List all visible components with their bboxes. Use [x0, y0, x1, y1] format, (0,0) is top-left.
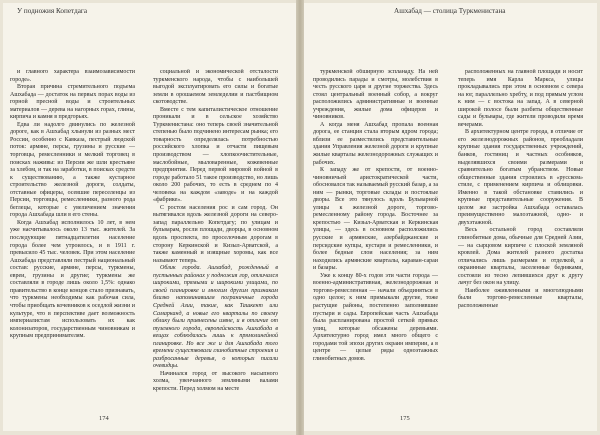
paragraph: Весь остальной город составляли глинобитные дома, обычные для Средней Азии, — на сырцовом кирпиче с плоской земляной кровлей. Дома жителей разного достатка отличались лишь размерами и отделкой, а окраинные кварталы, заселенные бедняками, состояли из тесно лепившихся друг к другу лачуг без окон на улицу.	[458, 227, 583, 287]
paragraph: расположенных на главной площади и носит теперь имя Карла Маркса, улицы прокладывались при этом в основном с севера на юг, параллельно хребту, и под прямым углом к ним — с востока на запад. А в северной широкой полосе были разбиты общественные сады и бульвары, где жители проводили время вечерами.	[458, 69, 583, 128]
paragraph: Едва ли надолго двинулись по железной дороге, как в Ашхабад хлынули из разных мест России, особенно с Кавказа, пестрый людской поток: армяне, персы, грузины и русские — торговцы, ремесленники и мелкий торговец в поисках наживы: из Персии же шли крестьяне за хлебом, и так на заработки, в поисках средств к существованию, а также кустарное строительство железной дороги, солдаты, отставные офицеры, осевшие переселенцы из Персии, торговцы, ремесленники, разного рода беглецы, которые с увеличением значения города Ашхабада шли в его стены.	[10, 121, 135, 219]
left-page-number: 174	[99, 415, 109, 422]
paragraph: Когда Ашхабад исполнилось 10 лет, в нем уже насчитывалось около 13 тыс. жителей. За последующие пятнадцатилетия население города более чем утроилось, и в 1911 г. превысило 45 тыс. человек. При этом население Ашхабада представляли пестрый национальный состав: русские, армяне, персы, туркмены, евреи, грузины и другие; туркмены же составляли в городе лишь около 1,5%: однако правительство в конце концов стало признавать, что туркмены необходимы как рабочая сила, чтобы приобщать кочевников к оседлой жизни и культуре, что в перспективе дает возможность империалистам использовать их как колонизаторов, государственным чиновникам и крупным предпринимателям.	[10, 219, 135, 340]
paragraph: социальной и экономической отсталости туркменского народа, чтобы с наибольшей выгодой эксплуатировать его силы и богатые земли в орошаемом земледелии и пастбищном скотоводстве.	[153, 69, 278, 106]
paragraph: Наиболее оживленными и многолюдными были торгово-ремесленные кварталы, расположенные	[458, 287, 583, 309]
paragraph: В архитектурном центре города, в отличие от его железнодорожных районов, преобладали крупные здания государственных учреждений, банков, гостиниц и частных особняков, выделявшихся своими размерами и сравнительно богатым убранством. Новые общественные здания строились в «русском» стиле, с применением кирпича и облицовки. Именно в такой обстановке ставились и крупные представительные сооружения. В целом же застройка Ашхабада оставалась преимущественно малоэтажной, одно- и двухэтажной.	[458, 129, 583, 226]
paragraph: С ростом населения рос и сам город. Он вытягивался вдоль железной дороги на северо-запад параллельно Копетдагу; по улицам и бульварам, росли площади, дворцы, в основном вдоль проспекта, по проселочным дорогам в сторону Керкинской и Кизыл-Арватской, а также каменный и изящные хоромы, как все называют теперь.	[153, 204, 278, 264]
right-page-column-1	[313, 69, 438, 413]
paragraph: Вместе с тем капиталистическое отношение проникали и в сельское хозяйство Туркменистана: оно теперь своей значительной степенью было подчинено интересам рынка; его товарность определялась потребностью российского хлопка и отчасти пищевым производством — хлопкоочистительные, маслобойные, мыловаренные, кожевенные предприятия. Перед первой мировой войной в городе работало 51 такое производство, но лишь около 200 рабочих, то есть в среднем по 4 человека на каждом «заводе» и на каждой «фабрике».	[153, 106, 278, 204]
paragraph: А когда меня Ашхабад пропала военная дорога, ее станция стала вторым ядром города; вблизи ее разместились представительные здания Управления железной дороги и крупные жилые кварталы железнодорожных служащих и рабочих.	[313, 121, 438, 166]
left-page-column-1	[10, 69, 135, 413]
right-running-head: Ашхабад — столица Туркменистана	[394, 7, 506, 15]
paragraph: К западу же от крепости, от военно-чиновничьей аристократической части, обосновался так называемый русский базар, а за ним — рынки, торговые склады и постоялые дворы. Все это тянулось вдоль Бульварной улицы к железной дороге, торгово-ремесленному району города. Восточнее за крепостью — Кизыл-Арватская и Керкинская улицы, — здесь в основном расположились русские и армянские, азербайджанские и персидские купцы, кустари и ремесленники, и более бедные слои населения; за ним находились армянские кварталы, караван-сараи и базары.	[313, 167, 438, 272]
paragraph: Вторая причина стремительного подъема Ашхабада — достаток на первых порах воды из горной пресной воды и строительных материалов — дерева на нагорных горах, глины, кирпича и камня в предгорьях.	[10, 84, 135, 121]
left-running-head: У подножия Копетдага	[17, 7, 88, 15]
right-page-column-2	[458, 69, 583, 413]
paragraph: и главного характера взаимозависимости городе».	[10, 69, 135, 83]
left-page-column-2	[153, 69, 278, 413]
book-gutter	[296, 0, 304, 435]
paragraph: туркменской обширную эспланаду. На ней проводились парады и смотры, молебствия в честь русского царя и другие торжества. Здесь стоял центральный военный собор, а вокруг расположились административные и военные учреждения, жилые дома офицеров и чиновников.	[313, 69, 438, 121]
right-page	[304, 3, 597, 431]
paragraph: Уже к концу 80-х годов эти части города — военно-административная, железнодорожная и торгово-ремесленная — начали объединяться в одно целое; к ним примыкали другие, тоже растущие районы, постепенно заполнявшие пустыри и сады. Европейская часть Ашхабада была распланирована простой сеткой прямых улиц, которые обсажены деревьями. Архитектурно город имел много общего с городами той эпохи других окраин империи, а в центре — целые ряды одноэтажных глинобитных домов.	[313, 272, 438, 362]
paragraph: Облик города. Ашхабад, рожденный в пустынных районах у подножия гор, отличался широкими, прямыми и широкими улицами, по своей планировке и многим другим признакам близко напоминавшим пограничные города Средней Азии, такие, как Ташкент или Самарканд, а новые его кварталы по своему облику были привнесены извне, и в отличие от туземного города, европейскость Ашхабада в вещах соблюдалась лишь к прямолинейной планировке. Но все же и для Ашхабада того времени существовали глинобитные строения и разбросанные деревья, о которых писали очевидцы.	[153, 265, 278, 370]
left-page	[3, 3, 296, 431]
right-page-number: 175	[400, 415, 410, 422]
paragraph: Начинался город от высокого насыпного холма, увенчанного земляными валами крепости. Перед холмом на месте	[153, 370, 278, 392]
